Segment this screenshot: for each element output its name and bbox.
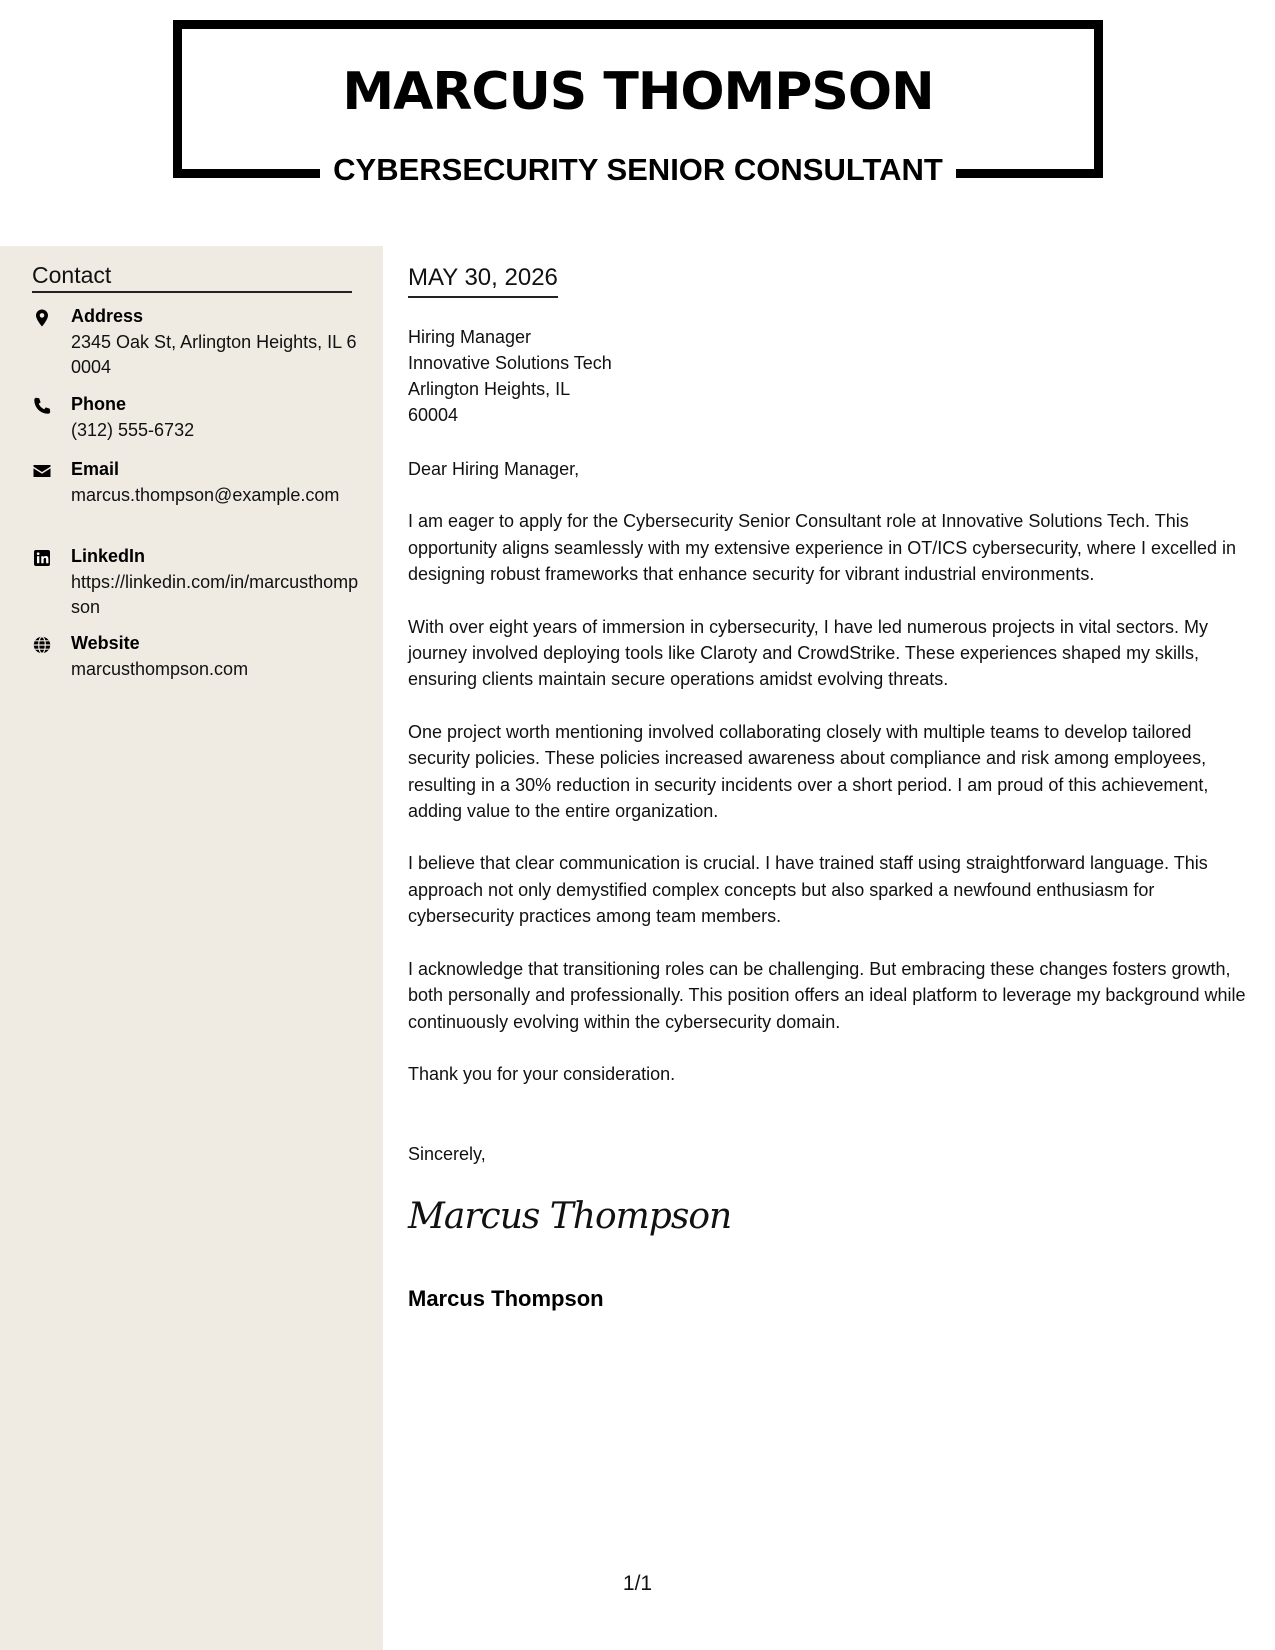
job-title: CYBERSECURITY SENIOR CONSULTANT (333, 152, 943, 187)
recipient-line: Arlington Heights, IL (408, 379, 571, 399)
email-value: marcus.thompson@example.com (71, 485, 340, 505)
recipient-line: Innovative Solutions Tech (408, 353, 612, 373)
phone-value: (312) 555-6732 (71, 420, 195, 440)
recipient-line: 60004 (408, 405, 459, 425)
map-pin-icon (32, 308, 54, 330)
closing: Sincerely, (408, 1144, 486, 1164)
recipient-line: Hiring Manager (408, 327, 532, 347)
contact-heading: Contact (32, 262, 352, 293)
email-label: Email (71, 459, 120, 479)
contact-sidebar (0, 246, 383, 1650)
address-label: Address (71, 306, 144, 326)
website-value[interactable]: marcusthompson.com (71, 659, 249, 679)
signer-name: Marcus Thompson (408, 1286, 604, 1311)
letter-body (408, 456, 1250, 1113)
linkedin-label: LinkedIn (71, 546, 146, 566)
salutation: Dear Hiring Manager, (408, 459, 580, 479)
linkedin-value[interactable]: https://linkedin.com/in/marcusthompson (71, 572, 359, 617)
body-paragraph: Thank you for your consideration. (408, 1063, 676, 1084)
phone-icon (32, 396, 54, 418)
header-frame-bottom-left (173, 169, 320, 178)
handwritten-signature: Marcus Thompson (408, 1196, 732, 1237)
address-value: 2345 Oak St, Arlington Heights, IL 60004 (71, 332, 357, 377)
body-paragraph: One project worth mentioning involved collaborating closely with multiple teams to develop tailored security policies. These policies increased awareness about compliance and risk among employees, resulting in a 30% reduction in security incidents over a short period. I am proud of this achievement, adding value to the entire organization. (408, 721, 1209, 822)
page-number: 1/1 (622, 1572, 653, 1595)
body-paragraph: With over eight years of immersion in cybersecurity, I have led numerous projects in vital sectors. My journey involved deploying tools like Claroty and CrowdStrike. These experiences shaped my skills, ensuring clients maintain secure operations amidst evolving threats. (408, 616, 1208, 690)
body-paragraph: I believe that clear communication is crucial. I have trained staff using straightforward language. This approach not only demystified complex concepts but also sparked a newfound enthusiasm for cybersecurity practices among team members. (408, 853, 1208, 927)
linkedin-icon (32, 548, 54, 570)
applicant-name: MARCUS THOMPSON (342, 62, 934, 122)
letter-date: MAY 30, 2026 (408, 264, 558, 298)
body-paragraph: I acknowledge that transitioning roles can be challenging. But embracing these changes fosters growth, both personally and professionally. This position offers an ideal platform to leverage my background while continuously evolving within the cybersecurity domain. (408, 958, 1246, 1032)
recipient-block (408, 324, 612, 428)
header-frame-bottom-right (956, 169, 1103, 178)
phone-label: Phone (71, 394, 127, 414)
envelope-icon (32, 461, 54, 483)
website-label: Website (71, 633, 140, 653)
body-paragraph: I am eager to apply for the Cybersecurity Senior Consultant role at Innovative Solutions Tech. This opportunity aligns seamlessly with my extensive experience in OT/ICS cybersecurity, where I excelled in designing robust frameworks that enhance security for vibrant industrial environments. (408, 511, 1237, 585)
globe-icon (32, 635, 54, 657)
